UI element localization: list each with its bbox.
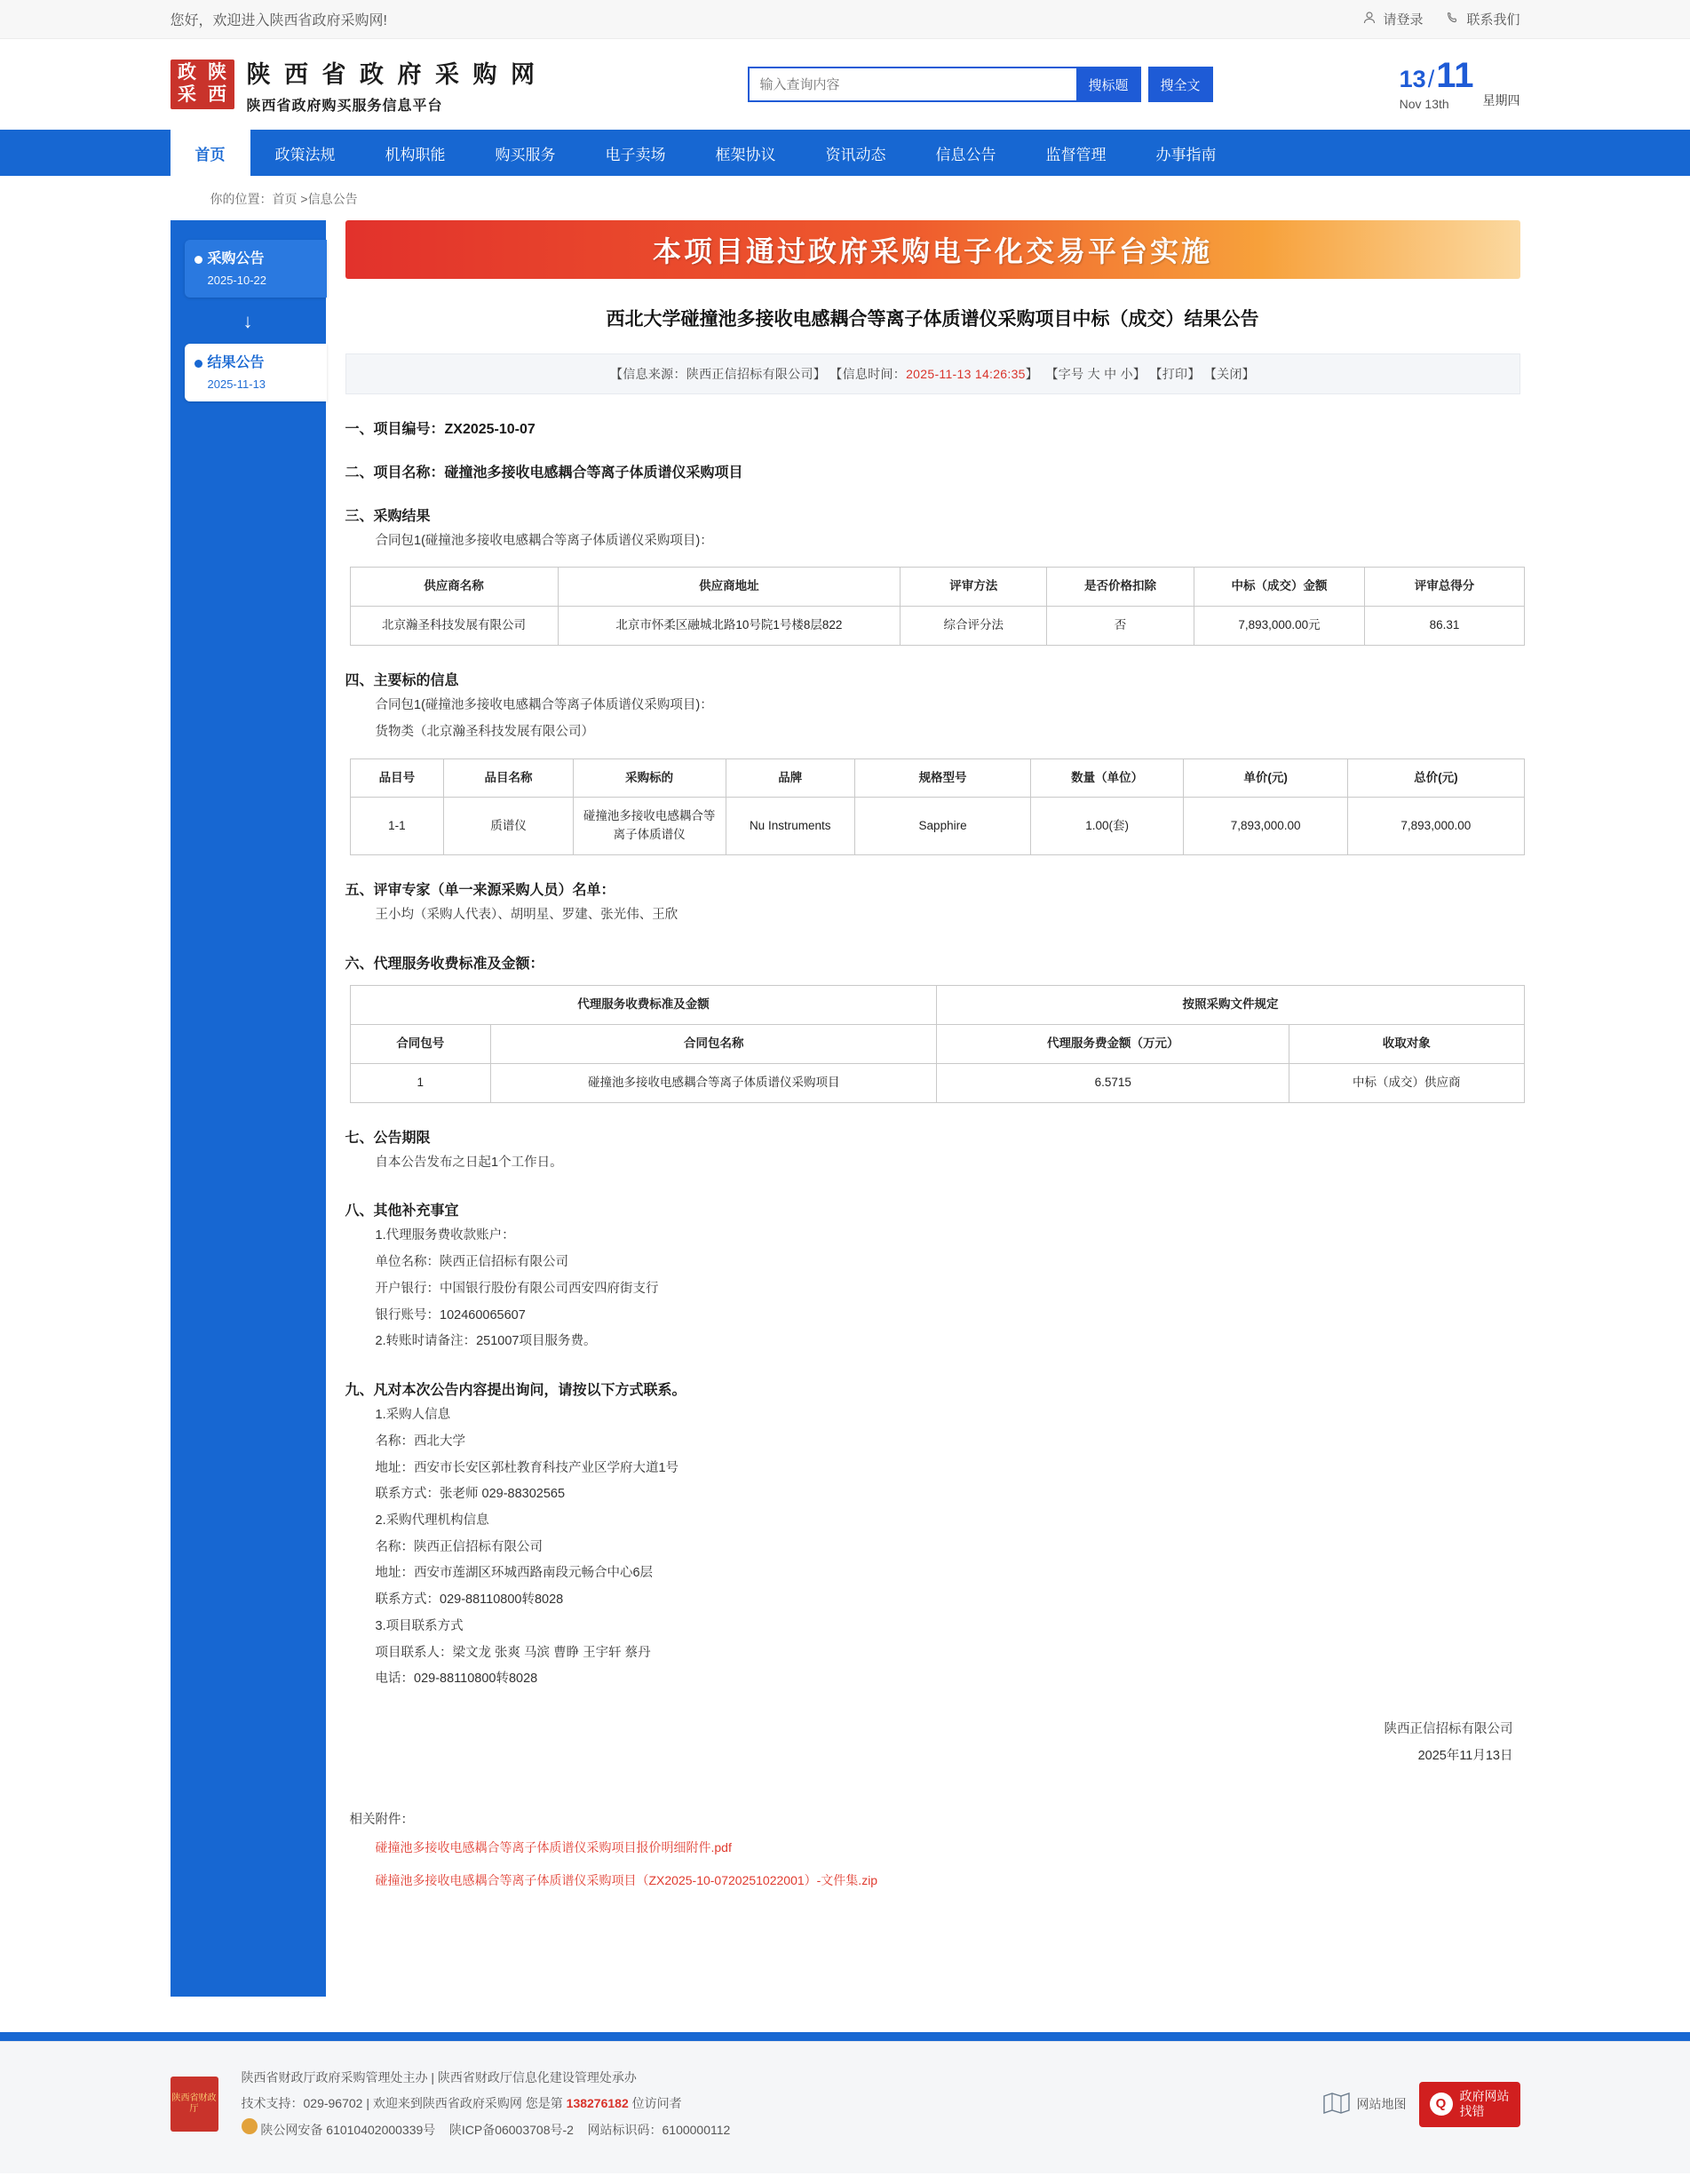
site-footer bbox=[0, 2041, 1690, 2173]
content-area bbox=[171, 220, 1520, 2032]
search-title-button[interactable]: 搜标题 bbox=[1076, 67, 1141, 102]
attachments-title: 相关附件： bbox=[349, 1812, 414, 1827]
sidebar-item-result-notice[interactable] bbox=[185, 344, 327, 401]
date-slash: / bbox=[1427, 66, 1435, 92]
breadcrumb bbox=[171, 176, 1520, 220]
nav-item-home[interactable]: 首页 bbox=[171, 130, 250, 176]
targets-table bbox=[350, 758, 1525, 856]
login-label: 请登录 bbox=[1383, 12, 1424, 28]
section-project-name bbox=[345, 461, 1520, 481]
emblem-label: 陕西省财政厅 bbox=[171, 2093, 217, 2115]
section-title: 四、主要标的信息 bbox=[345, 673, 459, 689]
table-row bbox=[350, 1063, 1524, 1102]
site-header bbox=[0, 39, 1690, 130]
nav-item-supervision[interactable]: 监督管理 bbox=[1045, 146, 1107, 163]
section-other-matters bbox=[345, 1199, 1520, 1355]
nav-item-policy[interactable]: 政策法规 bbox=[274, 146, 336, 163]
th-item-name: 品目名称 bbox=[444, 758, 573, 798]
meta-time-value: 2025-11-13 14:26:35 bbox=[906, 366, 1026, 381]
government-emblem-icon bbox=[171, 2077, 218, 2132]
logo-char-4: 西 bbox=[208, 84, 226, 106]
logo-char-3: 采 bbox=[178, 84, 196, 106]
th-unit-price: 单价(元) bbox=[1184, 758, 1348, 798]
th-fee-payer: 收取对象 bbox=[1289, 1024, 1524, 1063]
sidebar-item-purchase-notice[interactable] bbox=[185, 240, 327, 298]
section-notice-period bbox=[345, 1126, 1520, 1177]
cell-total-score: 86.31 bbox=[1365, 607, 1524, 646]
article-meta bbox=[345, 353, 1520, 394]
section-title: 五、评审专家（单一来源采购人员）名单： bbox=[345, 883, 615, 899]
section-contacts bbox=[345, 1378, 1520, 1693]
user-icon bbox=[1362, 11, 1377, 28]
top-links bbox=[1362, 10, 1519, 28]
other-line-2: 单位名称：陕西正信招标有限公司 bbox=[375, 1255, 568, 1270]
breadcrumb-home[interactable]: 首页 bbox=[272, 192, 298, 206]
attachment-link-pdf[interactable]: 碰撞池多接收电感耦合等离子体质谱仪采购项目报价明细附件.pdf bbox=[375, 1839, 732, 1854]
nav-item-emarket[interactable]: 电子卖场 bbox=[605, 146, 666, 163]
police-badge-icon bbox=[242, 2118, 258, 2134]
cell-supplier-address: 北京市怀柔区融城北路10号院1号楼8层822 bbox=[558, 607, 901, 646]
purchaser-address: 地址：西安市长安区郭杜教育科技产业区学府大道1号 bbox=[375, 1460, 679, 1475]
sidebar-item-date: 2025-10-22 bbox=[207, 273, 266, 287]
logo-title: 陕 西 省 政 府 采 购 网 bbox=[246, 60, 539, 88]
package-label: 合同包1(碰撞池多接收电感耦合等离子体质谱仪采购项目)： bbox=[375, 533, 713, 548]
date-month: 11 bbox=[1436, 56, 1474, 95]
notice-period-body: 自本公告发布之日起1个工作日。 bbox=[375, 1155, 563, 1170]
breadcrumb-sep: > bbox=[300, 192, 308, 206]
logo-char-1: 政 bbox=[178, 62, 196, 83]
cell-brand: Nu Instruments bbox=[726, 798, 854, 855]
section-title: 三、采购结果 bbox=[345, 508, 431, 524]
section-title: 八、其他补充事宜 bbox=[345, 1203, 459, 1219]
down-arrow-icon: ↓ bbox=[242, 309, 253, 332]
agency-fee-table bbox=[350, 985, 1525, 1103]
section-main-targets bbox=[345, 669, 1520, 855]
date-widget bbox=[1400, 58, 1520, 111]
th-group-per-document: 按照采购文件规定 bbox=[937, 985, 1524, 1024]
logo-subtitle: 陕西省政府购买服务信息平台 bbox=[246, 98, 443, 114]
th-package-name: 合同包名称 bbox=[491, 1024, 937, 1063]
cell-price-deduction: 否 bbox=[1047, 607, 1194, 646]
bullet-icon bbox=[194, 256, 202, 264]
top-utility-bar bbox=[0, 0, 1690, 39]
th-quantity: 数量（单位） bbox=[1031, 758, 1184, 798]
agency-address: 地址：西安市莲湖区环城西路南段元畅合中心6层 bbox=[375, 1566, 654, 1581]
meta-time-tail: 】 bbox=[1025, 366, 1039, 381]
logo-mark-icon bbox=[171, 60, 234, 109]
contact-block-head-1: 1.采购人信息 bbox=[375, 1408, 451, 1423]
th-total-price: 总价(元) bbox=[1348, 758, 1524, 798]
cell-package-no: 1 bbox=[350, 1063, 491, 1102]
site-logo[interactable] bbox=[171, 55, 632, 115]
contact-block-head-2: 2.采购代理机构信息 bbox=[375, 1513, 489, 1528]
package-label: 合同包1(碰撞池多接收电感耦合等离子体质谱仪采购项目)： bbox=[375, 698, 713, 713]
font-size-medium-button[interactable]: 中 bbox=[1104, 366, 1117, 381]
badge-line-1: 政府网站 bbox=[1459, 2088, 1510, 2103]
bullet-icon bbox=[194, 360, 202, 368]
cell-unit-price: 7,893,000.00 bbox=[1184, 798, 1348, 855]
footer-line-visits bbox=[242, 2091, 1300, 2116]
th-review-method: 评审方法 bbox=[901, 568, 1047, 607]
th-award-amount: 中标（成交）金额 bbox=[1194, 568, 1365, 607]
cell-total-price: 7,893,000.00 bbox=[1348, 798, 1524, 855]
attachments-list bbox=[345, 1837, 1520, 1892]
date-day: 13 bbox=[1399, 66, 1426, 92]
signature-date: 2025年11月13日 bbox=[1417, 1749, 1513, 1764]
section-review-experts bbox=[345, 878, 1520, 929]
experts-list: 王小均（采购人代表）、胡明星、罗建、张光伟、王欣 bbox=[375, 908, 678, 923]
article-main bbox=[345, 220, 1520, 1997]
icp-record-link[interactable]: 陕ICP备06003708号-2 bbox=[448, 2122, 574, 2137]
section-purchase-result bbox=[345, 504, 1520, 647]
page-title: 西北大学碰撞池多接收电感耦合等离子体质谱仪采购项目中标（成交）结果公告 bbox=[606, 309, 1259, 330]
contact-link[interactable] bbox=[1446, 10, 1519, 28]
footer-badges bbox=[1323, 2082, 1520, 2127]
signature-company: 陕西正信招标有限公司 bbox=[1384, 1721, 1513, 1736]
cell-review-method: 综合评分法 bbox=[901, 607, 1047, 646]
date-english: Nov 13th bbox=[1399, 97, 1449, 111]
th-supplier-name: 供应商名称 bbox=[350, 568, 558, 607]
section-title: 六、代理服务收费标准及金额： bbox=[345, 956, 544, 972]
signature-block bbox=[345, 1716, 1520, 1770]
site-identifier: 网站标识码：6100000112 bbox=[587, 2122, 731, 2137]
other-line-5: 2.转账时请备注：251007项目服务费。 bbox=[375, 1334, 597, 1349]
cell-fee-payer: 中标（成交）供应商 bbox=[1289, 1063, 1524, 1102]
section-project-number bbox=[345, 417, 1520, 438]
search-fulltext-button[interactable]: 搜全文 bbox=[1148, 67, 1213, 102]
welcome-text: 您好，欢迎进入陕西省政府采购网! bbox=[170, 13, 387, 28]
table-group-header-row bbox=[350, 985, 1524, 1024]
meta-source-label: 【信息来源： bbox=[609, 366, 686, 381]
cell-item-no: 1-1 bbox=[350, 798, 444, 855]
breadcrumb-current: 信息公告 bbox=[307, 192, 358, 206]
cell-item-name: 质谱仪 bbox=[444, 798, 573, 855]
badge-line-2: 找错 bbox=[1459, 2104, 1485, 2119]
attachment-link-zip[interactable]: 碰撞池多接收电感耦合等离子体质谱仪采购项目（ZX2025-10-0720251022001）-文件集.zip bbox=[375, 1873, 878, 1888]
main-nav bbox=[0, 130, 1690, 176]
section-title: 一、项目编号：ZX2025-10-07 bbox=[345, 421, 536, 437]
section-agency-fee bbox=[345, 952, 1520, 1103]
nav-item-guide[interactable]: 办事指南 bbox=[1155, 146, 1217, 163]
purchaser-contact: 联系方式：张老师 029-88302565 bbox=[375, 1487, 566, 1502]
th-supplier-address: 供应商地址 bbox=[558, 568, 901, 607]
other-line-3: 开户银行：中国银行股份有限公司西安四府街支行 bbox=[375, 1281, 659, 1296]
meta-source-tail: 】 bbox=[813, 366, 827, 381]
project-contact-phone: 电话：029-88110800转8028 bbox=[375, 1672, 538, 1687]
search-area bbox=[748, 67, 1213, 102]
sidebar bbox=[171, 220, 326, 1997]
cell-supplier-name: 北京瀚圣科技发展有限公司 bbox=[350, 607, 558, 646]
footer-line-organizers: 陕西省财政厅政府采购管理处主办 | 陕西省财政厅信息化建设管理处承办 bbox=[241, 2070, 637, 2085]
police-record-link[interactable]: 陕公网安备 61010402000339号 bbox=[260, 2122, 436, 2137]
table-header-row bbox=[350, 568, 1524, 607]
footer-support-text: 技术支持：029-96702 | 欢迎来到陕西省政府采购网 您是第 bbox=[241, 2096, 563, 2111]
site-map-label: 网站地图 bbox=[1356, 2097, 1407, 2112]
th-fee-amount: 代理服务费金额（万元） bbox=[937, 1024, 1289, 1063]
date-weekday: 星期四 bbox=[1482, 92, 1520, 107]
sidebar-item-title: 采购公告 bbox=[207, 251, 265, 266]
map-icon bbox=[1323, 2092, 1350, 2117]
login-link[interactable] bbox=[1362, 10, 1423, 28]
th-target: 采购标的 bbox=[573, 758, 726, 798]
phone-icon bbox=[1446, 11, 1460, 28]
other-line-1: 1.代理服务费收款账户： bbox=[375, 1228, 515, 1243]
result-table bbox=[350, 567, 1525, 646]
contact-label: 联系我们 bbox=[1466, 12, 1520, 28]
other-line-4: 银行账号：102460065607 bbox=[375, 1307, 526, 1322]
th-price-deduction: 是否价格扣除 bbox=[1047, 568, 1194, 607]
footer-line-record bbox=[242, 2117, 1300, 2143]
agency-contact: 联系方式：029-88110800转8028 bbox=[375, 1592, 564, 1608]
table-row bbox=[350, 607, 1524, 646]
footer-visit-suffix: 位访问者 bbox=[631, 2096, 682, 2111]
footer-text-block bbox=[242, 2065, 1300, 2143]
magnifier-icon: Q bbox=[1430, 2093, 1453, 2116]
nav-item-functions[interactable]: 机构职能 bbox=[385, 146, 446, 163]
table-row bbox=[350, 798, 1524, 855]
th-total-score: 评审总得分 bbox=[1365, 568, 1524, 607]
meta-font-tail: 】 bbox=[1132, 366, 1147, 381]
purchaser-name: 名称：西北大学 bbox=[375, 1433, 465, 1449]
cell-package-name: 碰撞池多接收电感耦合等离子体质谱仪采购项目 bbox=[491, 1063, 937, 1102]
section-title: 九、凡对本次公告内容提出询问，请按以下方式联系。 bbox=[345, 1383, 686, 1399]
nav-item-purchase-service[interactable]: 购买服务 bbox=[495, 146, 556, 163]
th-package-no: 合同包号 bbox=[350, 1024, 491, 1063]
meta-font-label: 【字号 bbox=[1045, 366, 1084, 381]
font-size-small-button[interactable]: 小 bbox=[1120, 366, 1133, 381]
meta-source-value: 陕西正信招标有限公司 bbox=[686, 366, 813, 381]
cell-target: 碰撞池多接收电感耦合等离子体质谱仪 bbox=[573, 798, 726, 855]
site-map-link[interactable] bbox=[1323, 2092, 1407, 2117]
logo-char-2: 陕 bbox=[208, 62, 226, 83]
nav-item-announcements[interactable]: 信息公告 bbox=[935, 146, 996, 163]
th-brand: 品牌 bbox=[726, 758, 854, 798]
th-model: 规格型号 bbox=[854, 758, 1030, 798]
breadcrumb-prefix: 你的位置： bbox=[210, 192, 273, 206]
agency-name: 名称：陕西正信招标有限公司 bbox=[375, 1539, 543, 1554]
table-header-row bbox=[350, 1024, 1524, 1063]
goods-class-label: 货物类（北京瀚圣科技发展有限公司） bbox=[375, 724, 594, 739]
th-item-no: 品目号 bbox=[350, 758, 444, 798]
table-header-row bbox=[350, 758, 1524, 798]
platform-banner bbox=[345, 220, 1520, 279]
nav-item-framework[interactable]: 框架协议 bbox=[715, 146, 776, 163]
visitor-count: 138276182 bbox=[566, 2096, 629, 2111]
print-button[interactable]: 【打印】 bbox=[1149, 366, 1201, 381]
font-size-large-button[interactable]: 大 bbox=[1087, 366, 1100, 381]
cell-quantity: 1.00(套) bbox=[1031, 798, 1184, 855]
nav-item-news[interactable]: 资讯动态 bbox=[825, 146, 886, 163]
close-button[interactable]: 【关闭】 bbox=[1203, 366, 1256, 381]
section-title: 二、项目名称：碰撞池多接收电感耦合等离子体质谱仪采购项目 bbox=[345, 465, 743, 480]
banner-text: 本项目通过政府采购电子化交易平台实施 bbox=[652, 235, 1212, 267]
sidebar-item-date: 2025-11-13 bbox=[207, 377, 266, 391]
search-input[interactable] bbox=[748, 67, 1076, 102]
cell-fee-amount: 6.5715 bbox=[937, 1063, 1289, 1102]
meta-time-label: 【信息时间： bbox=[829, 366, 907, 381]
sidebar-item-title: 结果公告 bbox=[207, 354, 265, 370]
cell-award-amount: 7,893,000.00元 bbox=[1194, 607, 1365, 646]
footer-accent-bar bbox=[0, 2032, 1690, 2041]
project-contact-persons: 项目联系人：梁文龙 张爽 马滨 曹睁 王宇轩 蔡丹 bbox=[375, 1645, 651, 1660]
cell-model: Sapphire bbox=[854, 798, 1030, 855]
gov-site-error-report-badge[interactable] bbox=[1419, 2082, 1520, 2127]
section-title: 七、公告期限 bbox=[345, 1130, 431, 1146]
th-group-fee-standard: 代理服务收费标准及金额 bbox=[350, 985, 937, 1024]
contact-block-head-3: 3.项目联系方式 bbox=[375, 1618, 464, 1633]
